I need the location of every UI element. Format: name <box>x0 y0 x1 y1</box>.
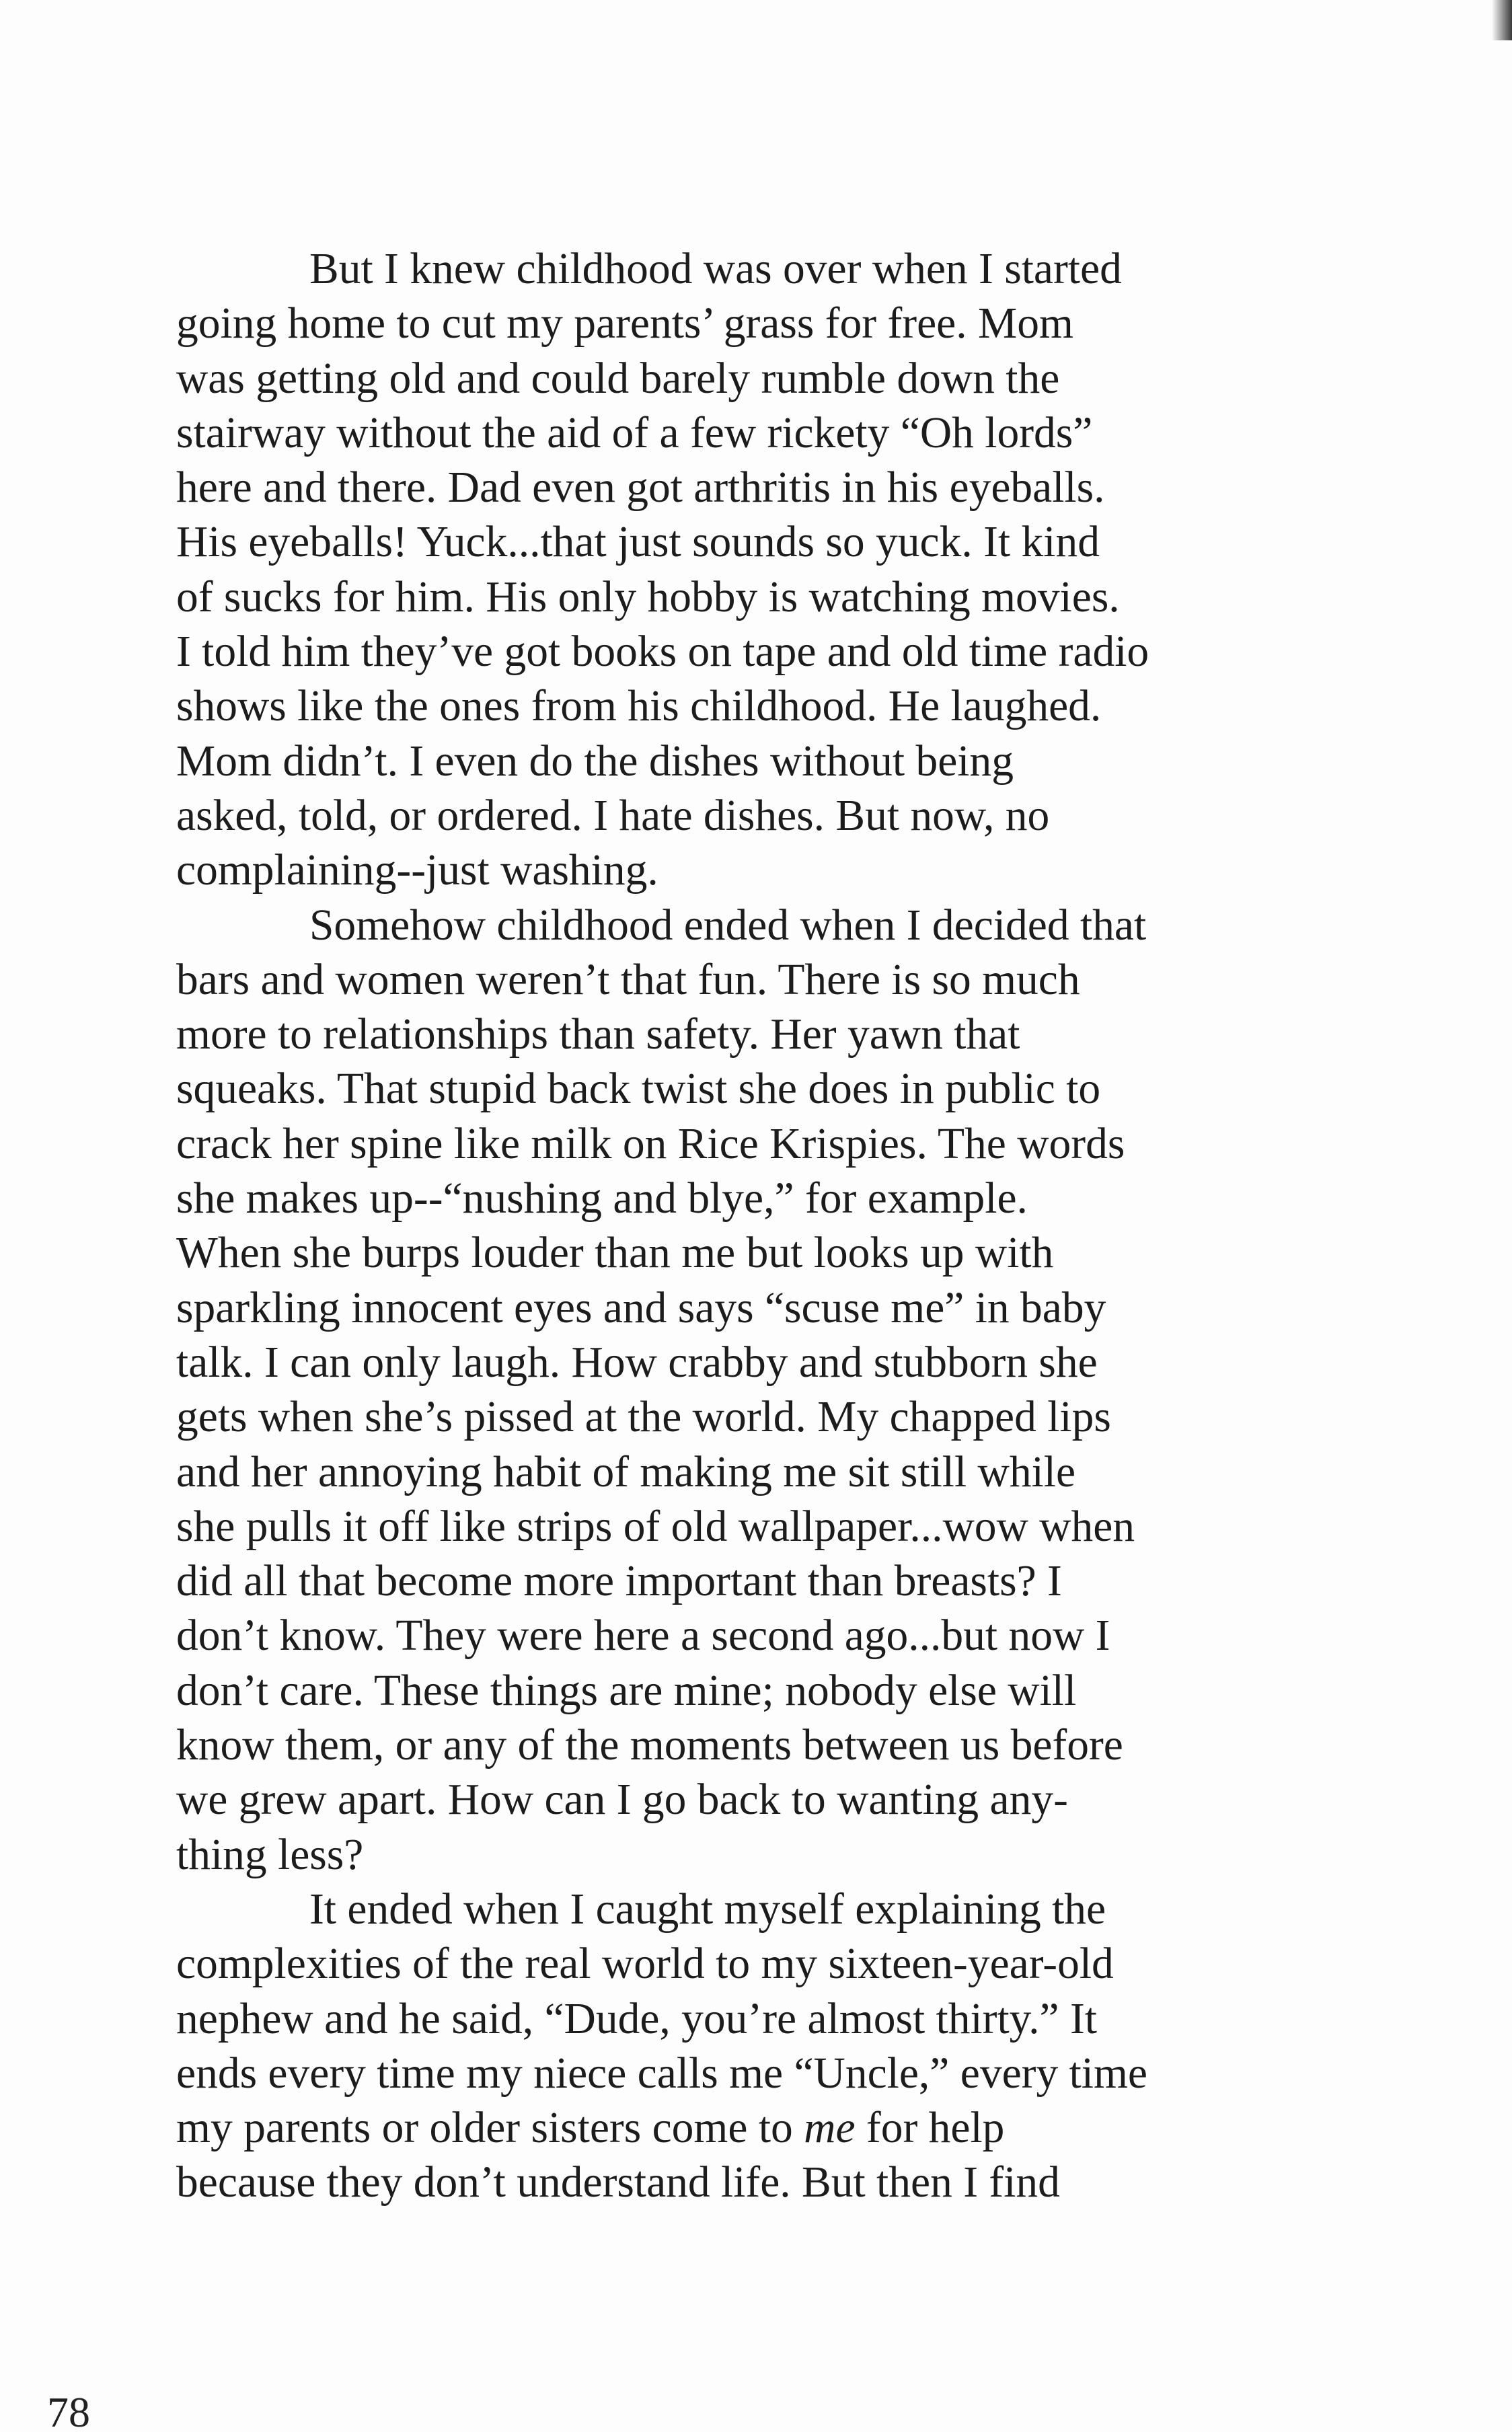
text-line: bars and women weren’t that fun. There is so much <box>176 955 1080 1004</box>
text-line: Somehow childhood ended when I decided that <box>309 901 1147 950</box>
text-line: shows like the ones from his childhood. He laughed. <box>176 682 1102 731</box>
text-line: ends every time my niece calls me “Uncle,” every time <box>176 2049 1148 2098</box>
page-number: 78 <box>47 2388 90 2436</box>
text-line: did all that become more important than breasts? I <box>176 1557 1062 1606</box>
text-line: don’t know. They were here a second ago...but now I <box>176 1611 1110 1661</box>
emphasized-word: me <box>804 2104 856 2153</box>
text-line: crack her spine like milk on Rice Krispies. The words <box>176 1119 1125 1168</box>
text-line: and her annoying habit of making me sit still while <box>176 1447 1076 1496</box>
text-line: because they don’t understand life. But then I find <box>176 2158 1060 2207</box>
text-line: here and there. Dad even got arthritis in his eyeballs. <box>176 463 1105 512</box>
text-line: When she burps louder than me but looks up with <box>176 1229 1054 1278</box>
text-line: stairway without the aid of a few rickety “Oh lords” <box>176 408 1093 457</box>
text-line: thing less? <box>176 1830 364 1879</box>
text-line: we grew apart. How can I go back to wanting any- <box>176 1776 1068 1825</box>
text-line: she pulls it off like strips of old wallpaper...wow when <box>176 1502 1135 1551</box>
text-line: don’t care. These things are mine; nobody else will <box>176 1666 1077 1715</box>
text-line: sparkling innocent eyes and says “scuse me” in baby <box>176 1283 1106 1332</box>
text-line: more to relationships than safety. Her yawn that <box>176 1010 1020 1059</box>
text-line: she makes up--“nushing and blye,” for example. <box>176 1174 1028 1223</box>
text-line: going home to cut my parents’ grass for free. Mom <box>176 299 1073 348</box>
text-line: was getting old and could barely rumble down the <box>176 354 1060 403</box>
text-line: complaining--just washing. <box>176 846 658 895</box>
text-line: of sucks for him. His only hobby is watching movies. <box>176 572 1120 621</box>
text-line-part: my parents or older sisters come to <box>176 2104 804 2153</box>
text-line: I told him they’ve got books on tape and old time radio <box>176 627 1149 677</box>
page-edge-shadow <box>1492 0 1512 40</box>
text-line: It ended when I caught myself explaining the <box>309 1885 1106 1934</box>
text-line: talk. I can only laugh. How crabby and stubborn she <box>176 1338 1098 1387</box>
text-line: complexities of the real world to my sixteen-year-old <box>176 1940 1114 1989</box>
text-line: squeaks. That stupid back twist she does in public to <box>176 1065 1101 1114</box>
text-line: But I knew childhood was over when I started <box>309 245 1122 293</box>
body-text <box>176 242 1347 2211</box>
text-line: nephew and he said, “Dude, you’re almost thirty.” It <box>176 1994 1098 2043</box>
text-line: asked, told, or ordered. I hate dishes. But now, no <box>176 791 1050 840</box>
text-line: Mom didn’t. I even do the dishes without being <box>176 736 1014 786</box>
text-line-part: for help <box>855 2104 1005 2153</box>
text-line <box>176 2101 1347 2156</box>
text-line: gets when she’s pissed at the world. My chapped lips <box>176 1393 1111 1442</box>
text-line: know them, or any of the moments between us before <box>176 1721 1123 1770</box>
text-line: His eyeballs! Yuck...that just sounds so yuck. It kind <box>176 518 1100 567</box>
